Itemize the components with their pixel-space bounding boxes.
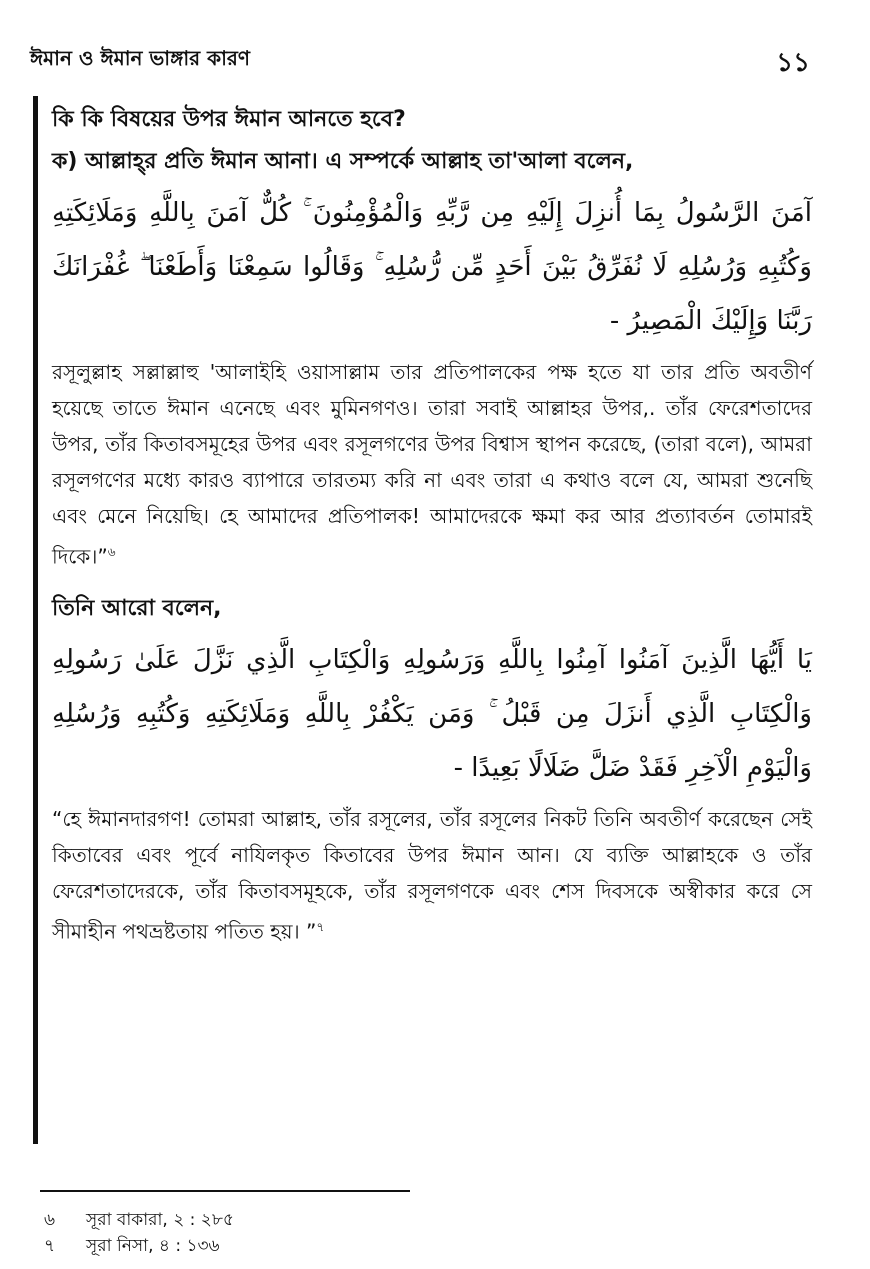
footnotes: [44, 1207, 544, 1259]
section-heading: কি কি বিষয়ের উপর ঈমান আনতে হবে?: [52, 107, 406, 132]
page-content: [52, 104, 812, 949]
spacer: [52, 575, 812, 593]
footnote-divider: [40, 1190, 410, 1192]
footnote-text: সূরা নিসা, ৪ : ১৩৬: [86, 1236, 220, 1256]
margin-bar: [33, 96, 38, 1144]
footnote-text: সূরা বাকারা, ২ : ২৮৫: [86, 1210, 234, 1230]
footnote-ref-7: ৭: [316, 919, 325, 934]
translation-2-text: “হে ঈমানদারগণ! তোমরা আল্লাহ, তাঁর রসূলের, তাঁর রসূলের নিকট তিনি অবতীর্ণ করেছেন সেই কিতাবের এবং পূর্বে নাযিলকৃত কিতাবের উপর ঈমান আন। যে ব্যক্তি আল্লাহকে ও তাঁর ফেরেশতাদেরকে, তাঁর কিতাবসমূহকে, তাঁর রসূলগণকে এবং শেস দিবসকে অস্বীকার করে সে সীমাহীন পথভ্রষ্টতায় পতিত হয়। ”: [52, 806, 812, 944]
he-said-again: তিনি আরো বলেন,: [52, 595, 222, 621]
arabic-verse-1: آمَنَ الرَّسُولُ بِمَا أُنزِلَ إِلَيْهِ مِن رَّبِّهِ وَالْمُؤْمِنُونَ ۚ كُلٌّ آمَنَ بِاللَّهِ وَمَلَائِكَتِهِ وَكُتُبِهِ وَرُسُلِهِ لَا نُفَرِّقُ بَيْنَ أَحَدٍ مِّن رُّسُلِهِ ۚ وَقَالُوا سَمِعْنَا وَأَطَعْنَا ۖ غُفْرَانَكَ رَبَّنَا وَإِلَيْكَ الْمَصِيرُ -: [52, 198, 812, 336]
translation-1-text: রসূলুল্লাহ সল্লাল্লাহু 'আলাইহি ওয়াসাল্লাম তার প্রতিপালকের পক্ষ হতে যা তার প্রতি অবতীর্ণ হয়েছে তাতে ঈমান এনেছে এবং মুমিনগণও। তারা সবাই আল্লাহর উপর,. তাঁর ফেরেশতাদের উপর, তাঁর কিতাবসমূহের উপর এবং রসূলগণের উপর বিশ্বাস স্থাপন করেছে, (তারা বলে), আমরা রসূলগণের মধ্যে কারও ব্যাপারে তারতম্য করি না এবং তারা এ কথাও বলে যে, আমরা শুনেছি এবং মেনে নিয়েছি। হে আমাদের প্রতিপালক! আমাদেরকে ক্ষমা কর আর প্রত্যাবর্তন তোমারই দিকে।”: [52, 360, 812, 569]
point-ka-heading: ক) আল্লাহ্‌র প্রতি ঈমান আনা। এ সম্পর্কে আল্লাহ তা'আলা বলেন,: [52, 149, 634, 174]
footnote-item: [44, 1207, 544, 1233]
footnote-number: ৭: [44, 1236, 56, 1256]
arabic-verse-2: يَا أَيُّهَا الَّذِينَ آمَنُوا آمِنُوا بِاللَّهِ وَرَسُولِهِ وَالْكِتَابِ الَّذِي نَزَّلَ عَلَىٰ رَسُولِهِ وَالْكِتَابِ الَّذِي أَنزَلَ مِن قَبْلُ ۚ وَمَن يَكْفُرْ بِاللَّهِ وَمَلَائِكَتِهِ وَكُتُبِهِ وَرُسُلِهِ وَالْيَوْمِ الْآخِرِ فَقَدْ ضَلَّ ضَلَالًا بَعِيدًا -: [52, 644, 812, 783]
running-header-title: ঈমান ও ঈমান ভাঙ্গার কারণ: [30, 46, 251, 70]
footnote-item: [44, 1233, 544, 1259]
translation-1: [52, 354, 812, 575]
page-number: ১১: [776, 48, 810, 78]
footnote-ref-6: ৬: [107, 545, 116, 559]
footnote-number: ৬: [44, 1210, 56, 1230]
translation-2: [52, 801, 812, 950]
